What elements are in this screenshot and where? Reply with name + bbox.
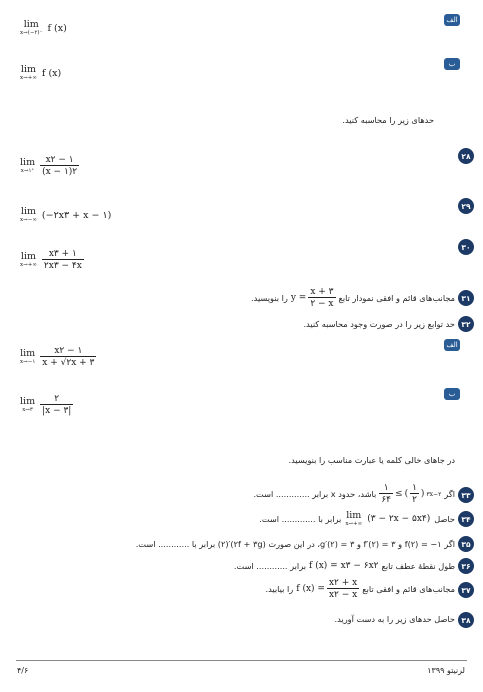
question-37-text [266,578,455,601]
question-29-limit [20,207,111,223]
q36-function: f (x) = x۳ − ۶x۲ [309,561,379,571]
numerator: x۲ − ۱ [45,155,74,165]
question-33-text: اگر $\frac{۱}{۶۴}$ ≤ ( $\frac{۱}{۲}$ ) ۳x−۲ باشد، حدود x برابر ............. است. [253,483,455,506]
lim-label: lim [346,510,362,521]
question-34-number: ۳۴ [458,511,474,527]
denominator: ۲ − x [310,299,334,310]
numerator: ۱ [412,483,417,493]
lim-label: lim [23,19,39,30]
top-limit-a [20,20,67,36]
q31-text-after: را بنویسید. [251,293,288,304]
q37-before: مجانب‌های قائم و افقی تابع [362,584,455,595]
question-30-limit [20,249,84,272]
question-33-number: ۳۳ [458,487,474,503]
le-sign: ≤ [395,489,403,500]
exponent: ۳x−۲ [426,490,442,498]
part-b-badge: ب [444,388,460,400]
lim-label: lim [20,157,36,169]
lim-sub: x→(−۲)⁻ [20,29,43,36]
lim-expr: f (x) [41,67,62,79]
numerator: ۱ [383,483,389,493]
part-a-badge: الف [444,14,460,26]
q37-after: را بیابید. [265,584,294,595]
lim-sub: x→−∞ [20,216,37,223]
lim-label: lim [20,206,36,217]
question-38-number: ۳۸ [458,612,474,628]
denominator: |x − ۳| [42,406,72,417]
question-32-limit-a [20,346,96,369]
q31-text-before: مجانب‌های قائم و افقی نمودار تابع [338,293,455,304]
numerator: x۲ − ۱ [54,346,83,356]
question-32-text: حد توابع زیر را در صورت وجود محاسبه کنید. [303,319,455,329]
lim-sub: x→+∞ [20,74,37,81]
question-32-limit-b [20,394,73,417]
denominator: x + √۲x + ۳ [42,358,95,369]
question-36-number: ۳۶ [458,558,474,574]
footer-brand: لرنیتو ۱۳۹۹ [427,666,465,675]
lim-label: lim [20,396,36,408]
question-30-number: ۳۰ [458,239,474,255]
numerator: ۲ [54,394,60,404]
lim-sub: x→+∞ [345,520,363,527]
page-number: ۴/۶ [17,666,29,675]
lim-expr: f (x) [47,22,67,34]
denominator: ۲ [412,495,417,506]
question-29-number: ۲۹ [458,198,474,214]
lim-sub: x→۱⁺ [20,167,35,174]
denominator: ۲x۳ − ۴x [43,261,82,272]
q31-y: y = [290,293,307,304]
question-28-limit [20,155,79,178]
top-limit-b [20,65,61,81]
lim-sub: x→۳ [22,406,33,413]
q34-result: حاصل [434,514,455,524]
lim-sub: x→−۱ [20,358,36,365]
lim-label: lim [20,348,36,360]
numerator: x۳ + ۱ [48,249,77,259]
instruction-2: در جاهای خالی کلمه یا عبارت مناسب را بنویسید. [288,455,455,465]
q33-rest: باشد، حدود x برابر ............. است. [253,489,377,500]
q36-before: طول نقطهٔ عطف تابع [381,561,455,571]
question-31-number: ۳۱ [458,290,474,306]
lim-expr: (۳ − ۲x − ۵x۴) [367,514,431,524]
question-36-text [234,561,455,571]
part-a-badge: الف [444,339,460,351]
lim-expr: (−۲x۳ + x − ۱) [41,209,112,221]
lim-label: lim [20,251,36,263]
denominator: ۶۴ [381,495,392,506]
part-b-badge: ب [444,58,460,70]
q33-if: اگر [444,489,455,500]
question-35-text: اگر f(۲) = −۱ و f′(۲) = ۳ و g′(۲) = ۳، در این صورت (۲f + ۳g)′(۲) برابر با ............ است. [135,539,455,549]
numerator: x + ۳ [310,287,334,297]
lim-sub: x→+∞ [20,261,37,268]
question-38-text: حاصل حدهای زیر را به دست آورید. [334,614,455,624]
question-32-number: ۳۲ [458,316,474,332]
q34-rest: برابر با ............. است. [259,514,342,524]
denominator: x۲ − x [328,590,358,601]
numerator: x۲ + x [328,578,358,588]
lim-label: lim [20,64,36,75]
question-28-number: ۲۸ [458,148,474,164]
question-35-number: ۳۵ [458,536,474,552]
denominator: (x − ۱)۲ [42,167,78,178]
instruction-1: حدهای زیر را محاسبه کنید. [342,115,434,125]
question-37-number: ۳۷ [458,582,474,598]
question-34-text [259,511,455,527]
footer-divider [16,660,467,661]
question-31-text [251,287,455,310]
q36-after: برابر ............ است. [233,561,307,571]
q37-f: f (x) = [296,584,325,595]
